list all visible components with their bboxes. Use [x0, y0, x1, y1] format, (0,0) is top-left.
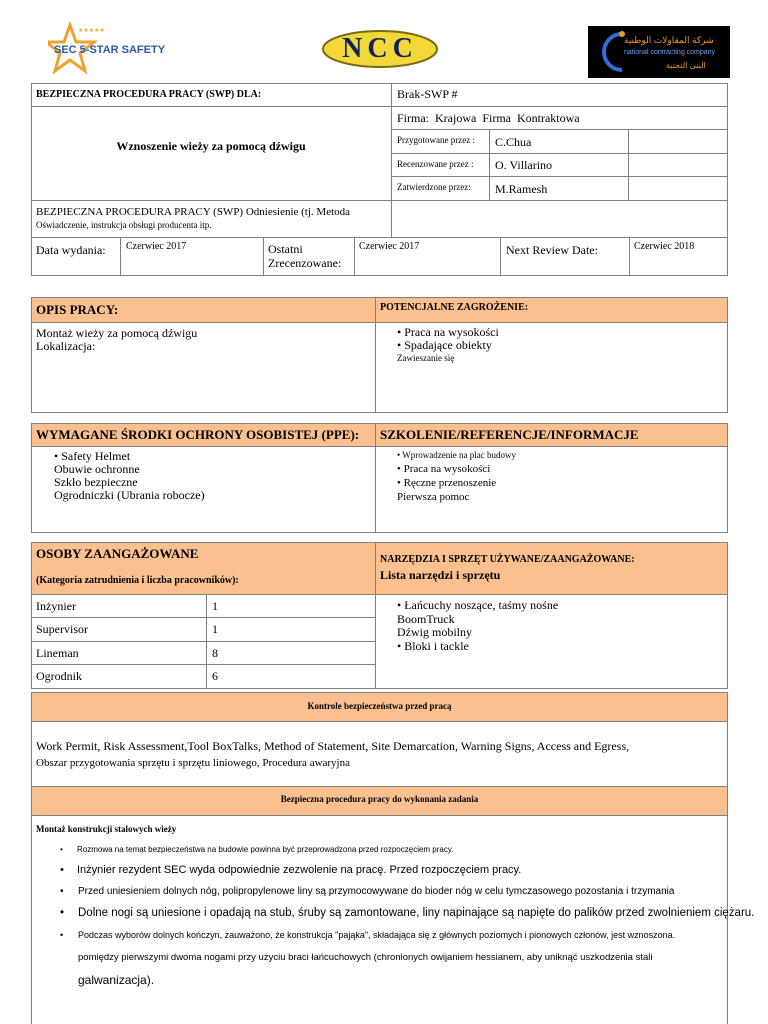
issue-date-label: Data wydania:: [36, 243, 106, 257]
tools-heading: NARZĘDZIA I SPRZĘT UŻYWANE/ZAANGAŻOWANE:: [380, 554, 635, 565]
training-item: Pierwsza pomoc: [397, 491, 470, 503]
prework-line2: Obszar przygotowania sprzętu i sprzętu liniowego, Procedura awaryjna: [36, 757, 350, 769]
last-reviewed-label-2: Zrecenzowane:: [268, 256, 342, 270]
work-location-label: Lokalizacja:: [36, 339, 96, 353]
swp-number: Brak-SWP #: [397, 87, 458, 101]
person-role: Ogrodnik: [36, 669, 82, 683]
procedure-step: [60, 845, 454, 854]
procedure-subheading: Montaż konstrukcji stalowych wieży: [36, 824, 177, 834]
issue-date-value: Czerwiec 2017: [126, 241, 187, 252]
hazards-heading: POTENCJALNE ZAGROŻENIE:: [380, 302, 529, 313]
training-heading: SZKOLENIE/REFERENCJE/INFORMACJE: [380, 427, 639, 442]
reviewed-by-value: O. Villarino: [495, 158, 553, 172]
hazard-item: • Spadające obiekty: [397, 339, 499, 352]
person-role: Lineman: [36, 646, 79, 660]
last-reviewed-label-1: Ostatni: [268, 242, 303, 256]
person-role: Inżynier: [36, 599, 76, 613]
logo-english-name: national contracting company: [624, 49, 716, 56]
ppe-item: • Safety Helmet: [54, 450, 205, 463]
procedure-step-text: Inżynier rezydent SEC wyda odpowiednie zezwolenie na pracę. Przed rozpoczęciem pracy.: [77, 864, 522, 876]
ncc-logo-text: NCC: [342, 33, 418, 64]
procedure-step: [60, 930, 676, 940]
procedure-step-continuation: pomiędzy pierwszymi dwoma nogami przy użyciu braci łańcuchowych (chronionych owijaniem hessianem, aby uniknąć uszkodzenia stali: [78, 952, 653, 963]
svg-text:★★★★★: ★★★★★: [78, 27, 105, 34]
person-count: 1: [212, 599, 218, 613]
sec-5-star-safety-logo: [48, 22, 183, 80]
tool-item: BoomTruck: [397, 611, 455, 626]
hazards-list: [397, 326, 499, 352]
approved-by-label: Zatwierdzone przez:: [397, 182, 471, 192]
ppe-item: Obuwie ochronne: [54, 462, 140, 476]
training-item: • Praca na wysokości: [397, 463, 490, 475]
tool-item: • Bloki i tackle: [397, 640, 558, 654]
prepared-by-value: C.Chua: [495, 135, 532, 149]
ncc-logo: [321, 29, 439, 69]
swp-reference-line2: Oświadczenie, instrukcja obsługi producenta itp.: [36, 220, 212, 230]
tool-item: Dźwig mobilny: [397, 625, 472, 639]
tools-subheading: Lista narzędzi i sprzętu: [380, 568, 501, 582]
procedure-step-text: Podczas wyborów dolnych kończyn, zauważono, że konstrukcja "pająka", składająca się z głównych poziomych i pionowych członów, jest wznoszona.: [78, 930, 676, 940]
bullet-icon: •: [60, 907, 65, 919]
work-description-line1: Montaż wieży za pomocą dźwigu: [36, 326, 198, 340]
sec-logo-text: SEC 5-STAR SAFETY: [54, 44, 166, 56]
next-review-value: Czerwiec 2018: [634, 241, 695, 252]
prework-line1: Work Permit, Risk Assessment,Tool BoxTalks, Method of Statement, Site Demarcation, Warning Signs, Access and Egress,: [36, 739, 630, 753]
procedure-heading: Bezpieczna procedura pracy do wykonania zadania: [280, 794, 479, 804]
person-role: Supervisor: [36, 622, 88, 636]
procedure-step: [60, 886, 675, 897]
training-item: • Wprowadzenie na plac budowy: [397, 450, 516, 460]
hazard-extra: Zawieszanie się: [397, 353, 455, 363]
work-description-heading: OPIS PRACY:: [36, 302, 119, 317]
procedure-step-text: Rozmowa na temat bezpieczeństwa na budowie powinna być przeprowadzona przed rozpoczęciem pracy.: [77, 845, 454, 854]
procedure-step: [60, 864, 522, 876]
firm-name: Firma: Krajowa Firma Kontraktowa: [397, 111, 580, 125]
persons-subheading: (Kategoria zatrudnienia i liczba pracowników):: [36, 575, 239, 586]
logo-arabic-name: شركة المقاولات الوطنية: [624, 35, 714, 45]
tool-item: • Łańcuchy noszące, taśmy nośne: [397, 599, 558, 613]
ppe-item: Ogrodniczki (Ubrania robocze): [54, 488, 205, 502]
person-count: 8: [212, 646, 218, 660]
person-count: 6: [212, 669, 218, 683]
procedure-step-continuation: galwanizacja).: [78, 973, 155, 987]
procedure-step-text: Przed uniesieniem dolnych nóg, polipropylenowe liny są przymocowywane do bioder nóg w celu tymczasowego pozostania i trzymania: [78, 886, 675, 897]
ppe-heading: WYMAGANE ŚRODKI OCHRONY OSOBISTEJ (PPE):: [36, 427, 360, 442]
next-review-label: Next Review Date:: [506, 243, 598, 257]
hazard-item: • Praca na wysokości: [397, 326, 499, 339]
ppe-item: Szkło bezpieczne: [54, 475, 138, 489]
bullet-icon: •: [60, 886, 64, 897]
procedure-step: [60, 907, 755, 919]
prepared-by-label: Przygotowane przez :: [397, 135, 475, 145]
bullet-icon: •: [60, 845, 63, 854]
procedure-step-text: Dolne nogi są uniesione i opadają na stub, śruby są zamontowane, liny napinające są napięte do palików przed zwolnieniem ciężaru.: [78, 907, 755, 919]
person-count: 1: [212, 622, 218, 636]
approved-by-value: M.Ramesh: [495, 182, 548, 196]
bullet-icon: •: [60, 930, 64, 940]
ppe-list: [54, 450, 205, 502]
procedure-title: Wznoszenie wieży za pomocą dźwigu: [116, 139, 306, 153]
tools-list: [397, 599, 558, 653]
prework-heading: Kontrole bezpieczeństwa przed pracą: [307, 701, 452, 711]
logo-arabic-subtitle: البنى التحتية: [666, 61, 706, 70]
last-reviewed-value: Czerwiec 2017: [359, 241, 420, 252]
bullet-icon: •: [60, 864, 64, 876]
training-item: • Ręczne przenoszenie: [397, 477, 496, 489]
persons-heading: OSOBY ZAANGAŻOWANE: [36, 546, 199, 561]
swp-for-label: BEZPIECZNA PROCEDURA PRACY (SWP) DLA:: [36, 89, 262, 100]
national-contracting-company-logo: [588, 26, 730, 78]
swp-reference-line1: BEZPIECZNA PROCEDURA PRACY (SWP) Odniesienie (tj. Metoda: [36, 206, 351, 218]
reviewed-by-label: Recenzowane przez :: [397, 159, 474, 169]
